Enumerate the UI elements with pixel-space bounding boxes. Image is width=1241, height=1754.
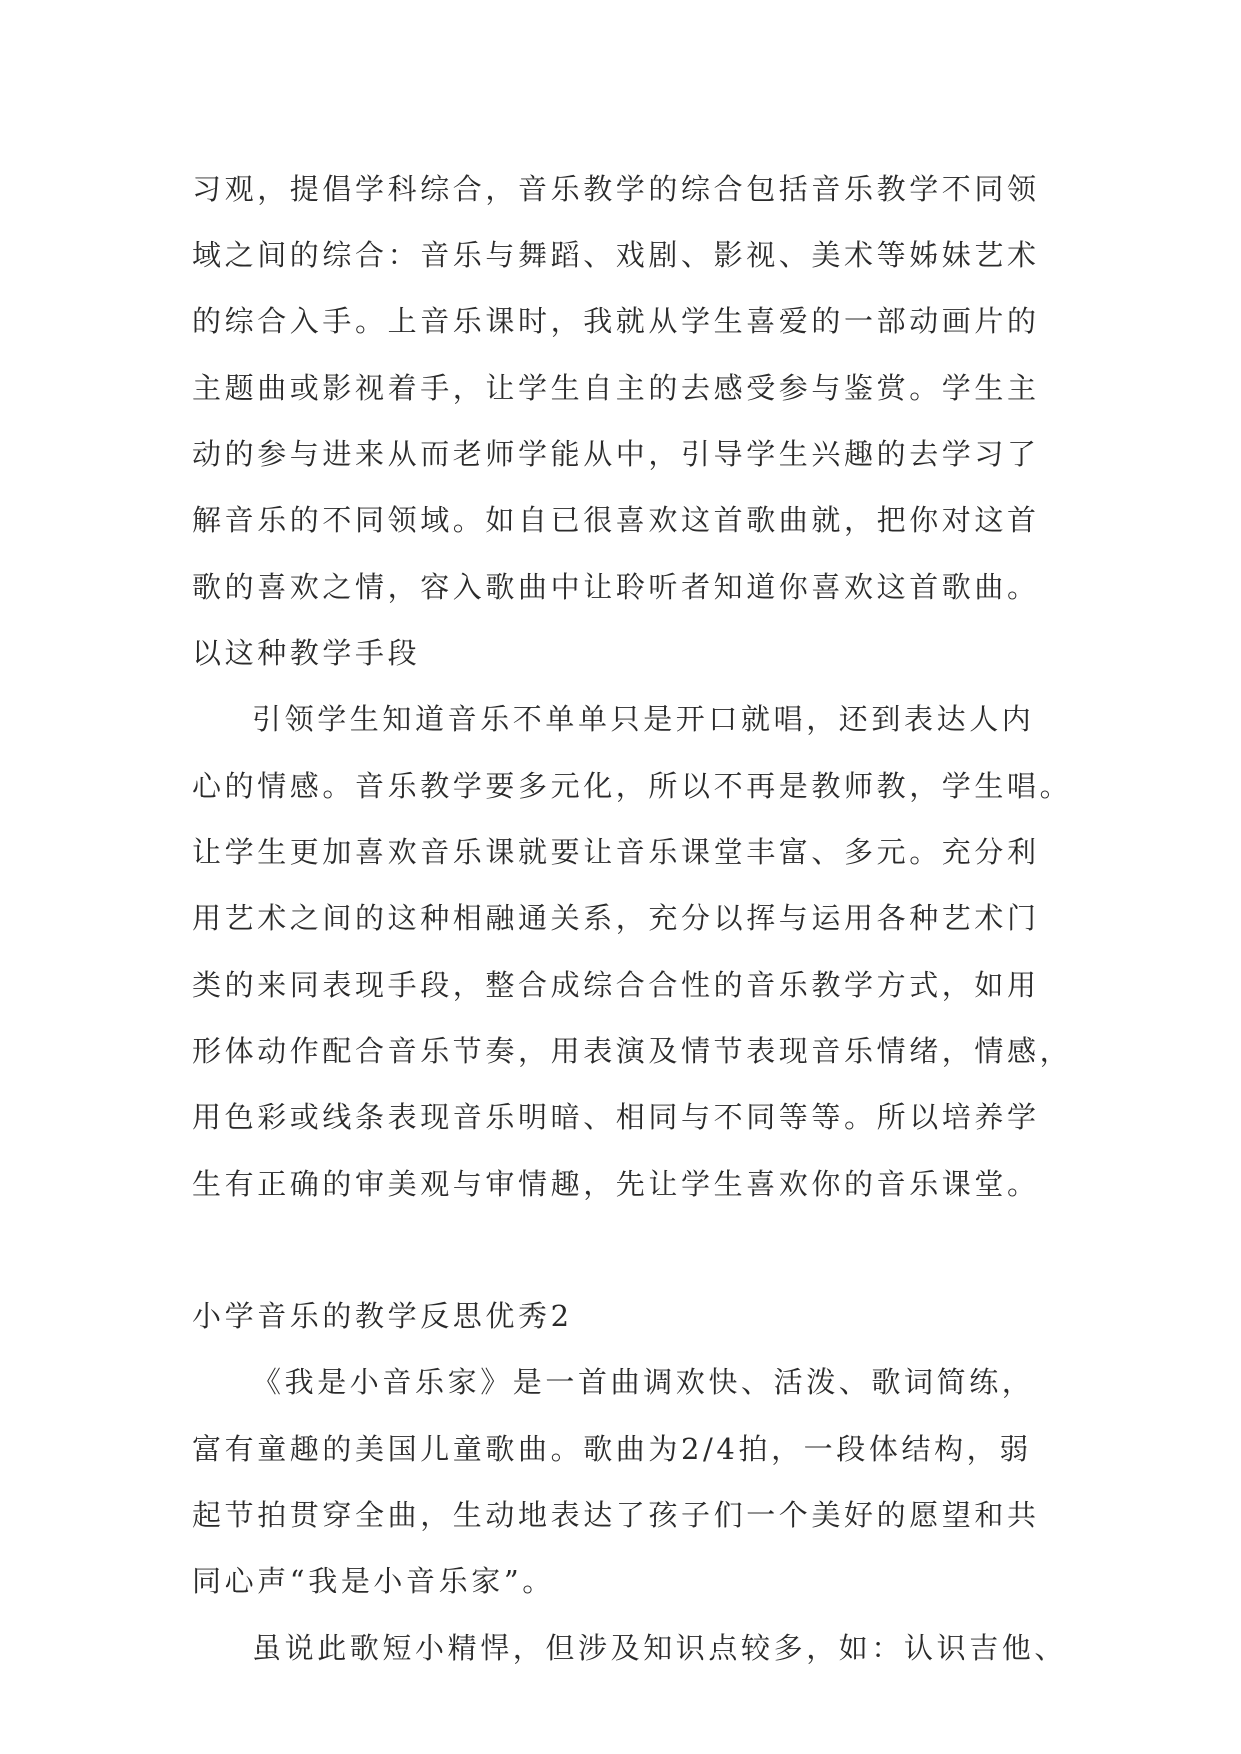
text-line: 《我是小音乐家》是一首曲调欢快、活泼、歌词简练，	[252, 1365, 1035, 1399]
text-line: 虽说此歌短小精悍，但涉及知识点较多，如：认识吉他、	[252, 1631, 1068, 1665]
text-line: 引领学生知道音乐不单单只是开口就唱，还到表达人内	[252, 702, 1035, 736]
text-line: 让学生更加喜欢音乐课就要让音乐课堂丰富、多元。充分利	[192, 835, 1040, 869]
text-line: 域之间的综合：音乐与舞蹈、戏剧、影视、美术等姊妹艺术	[192, 238, 1040, 272]
text-line: 富有童趣的美国儿童歌曲。歌曲为2/4拍，一段体结构，弱	[192, 1432, 1032, 1466]
text-line: 同心声“我是小音乐家”。	[192, 1564, 555, 1598]
text-line: 习观，提倡学科综合，音乐教学的综合包括音乐教学不同领	[192, 172, 1040, 206]
text-line: 解音乐的不同领域。如自已很喜欢这首歌曲就，把你对这首	[192, 503, 1040, 537]
text-line: 动的参与进来从而老师学能从中，引导学生兴趣的去学习了	[192, 437, 1040, 471]
text-line: 的综合入手。上音乐课时，我就从学生喜爱的一部动画片的	[192, 304, 1040, 338]
text-line: 心的情感。音乐教学要多元化，所以不再是教师教，学生唱。	[192, 769, 1073, 803]
text-line: 以这种教学手段	[192, 636, 421, 670]
text-line: 主题曲或影视着手，让学生自主的去感受参与鉴赏。学生主	[192, 371, 1040, 405]
text-line: 类的来同表现手段，整合成综合合性的音乐教学方式，如用	[192, 968, 1040, 1002]
text-line: 歌的喜欢之情，容入歌曲中让聆听者知道你喜欢这首歌曲。	[192, 570, 1040, 604]
text-line: 形体动作配合音乐节奏，用表演及情节表现音乐情绪，情感，	[192, 1034, 1073, 1068]
text-line: 生有正确的审美观与审情趣，先让学生喜欢你的音乐课堂。	[192, 1167, 1040, 1201]
section-heading: 小学音乐的教学反思优秀2	[192, 1299, 573, 1333]
text-line: 用艺术之间的这种相融通关系，充分以挥与运用各种艺术门	[192, 901, 1040, 935]
text-line: 用色彩或线条表现音乐明暗、相同与不同等等。所以培养学	[192, 1100, 1040, 1134]
text-line: 起节拍贯穿全曲，生动地表达了孩子们一个美好的愿望和共	[192, 1498, 1040, 1532]
